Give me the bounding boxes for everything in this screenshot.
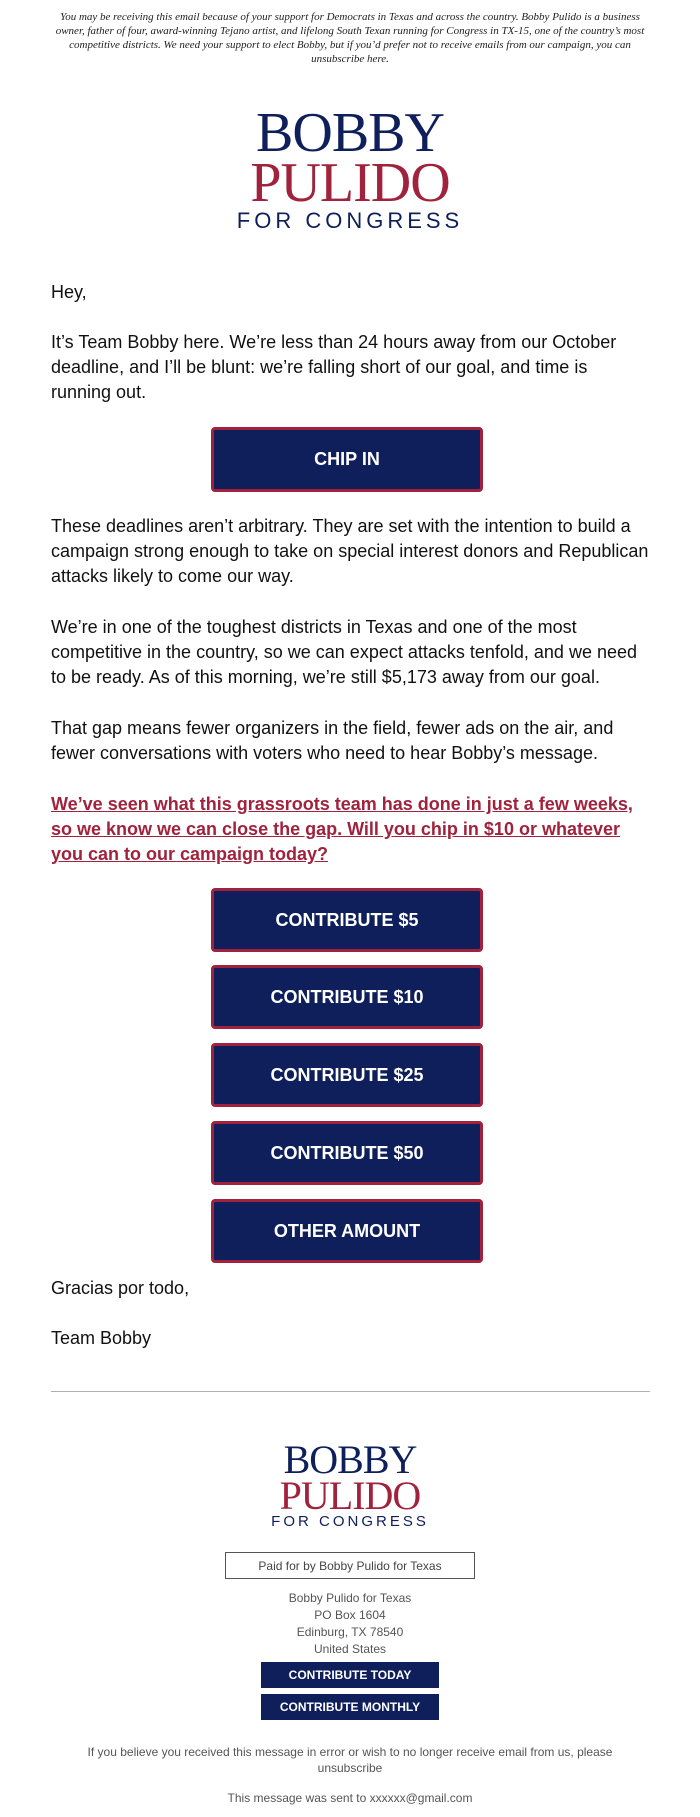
campaign-logo bbox=[200, 102, 500, 233]
address-line: PO Box 1604 bbox=[314, 1608, 386, 1622]
preheader-text: You may be receiving this email because of your support for Democrats in Texas and across the country. Bobby Pulido is a business owner, father of four, award-winning Tejano artist, and lifelong South Texan running for Congress in TX-15, one of the country’s most competitive districts. We need your support to elect Bobby, but if you’d prefer not to receive emails from our campaign, you can unsubscribe here. bbox=[55, 11, 645, 65]
chip-in-button[interactable]: CHIP IN bbox=[211, 427, 483, 492]
address-line: Bobby Pulido for Texas bbox=[288, 1591, 412, 1605]
paragraph-1: It’s Team Bobby here. We’re less than 24 hours away from our October deadline, and I’ll be blunt: we’re falling short of our goal, and time is running out. bbox=[51, 332, 617, 402]
address-line: United States bbox=[313, 1642, 387, 1656]
paid-for-box: Paid for by Bobby Pulido for Texas bbox=[225, 1552, 475, 1579]
paragraph-2: These deadlines aren’t arbitrary. They are set with the intention to build a campaign strong enough to take on special interest donors and Republican attacks likely to come our way. bbox=[51, 516, 649, 586]
paragraph-3: We’re in one of the toughest districts in Texas and one of the most competitive in the country, so we can expect attacks tenfold, and we need to be ready. As of this morning, we’re still $5,173 away from our goal. bbox=[51, 617, 638, 687]
logo-line-bobby: BOBBY bbox=[256, 102, 444, 164]
logo-line-pulido: PULIDO bbox=[250, 152, 450, 215]
signoff: Gracias por todo, bbox=[51, 1278, 190, 1298]
contribute-50-button[interactable]: CONTRIBUTE $50 bbox=[211, 1121, 483, 1185]
address-line: Edinburg, TX 78540 bbox=[296, 1625, 404, 1639]
contribute-5-button[interactable]: CONTRIBUTE $5 bbox=[211, 888, 483, 952]
logo-line-congress: FOR CONGRESS bbox=[271, 1513, 429, 1530]
contribute-today-button[interactable]: CONTRIBUTE TODAY bbox=[261, 1662, 439, 1688]
logo-line-pulido: PULIDO bbox=[279, 1473, 421, 1518]
sent-to-notice: This message was sent to xxxxxx@gmail.com bbox=[227, 1791, 473, 1805]
other-amount-button[interactable]: OTHER AMOUNT bbox=[211, 1199, 483, 1263]
contribute-monthly-button[interactable]: CONTRIBUTE MONTHLY bbox=[261, 1694, 439, 1720]
logo-line-bobby: BOBBY bbox=[283, 1437, 417, 1482]
signature: Team Bobby bbox=[51, 1328, 152, 1348]
contribute-10-button[interactable]: CONTRIBUTE $10 bbox=[211, 965, 483, 1029]
contribute-25-button[interactable]: CONTRIBUTE $25 bbox=[211, 1043, 483, 1107]
mailing-address bbox=[200, 1590, 500, 1658]
logo-line-congress: FOR CONGRESS bbox=[236, 207, 464, 233]
donation-appeal-link[interactable]: We’ve seen what this grassroots team has done in just a few weeks, so we know we can close the gap. Will you chip in $10 or whatever you can to our campaign today? bbox=[51, 794, 633, 864]
paragraph-4: That gap means fewer organizers in the field, fewer ads on the air, and fewer conversations with voters who need to hear Bobby’s message. bbox=[51, 718, 614, 763]
footer-divider bbox=[51, 1391, 650, 1392]
footer-logo bbox=[250, 1437, 450, 1531]
greeting: Hey, bbox=[51, 282, 87, 302]
unsubscribe-notice[interactable]: If you believe you received this message in error or wish to no longer receive email from us, please unsubscribe bbox=[87, 1745, 613, 1775]
